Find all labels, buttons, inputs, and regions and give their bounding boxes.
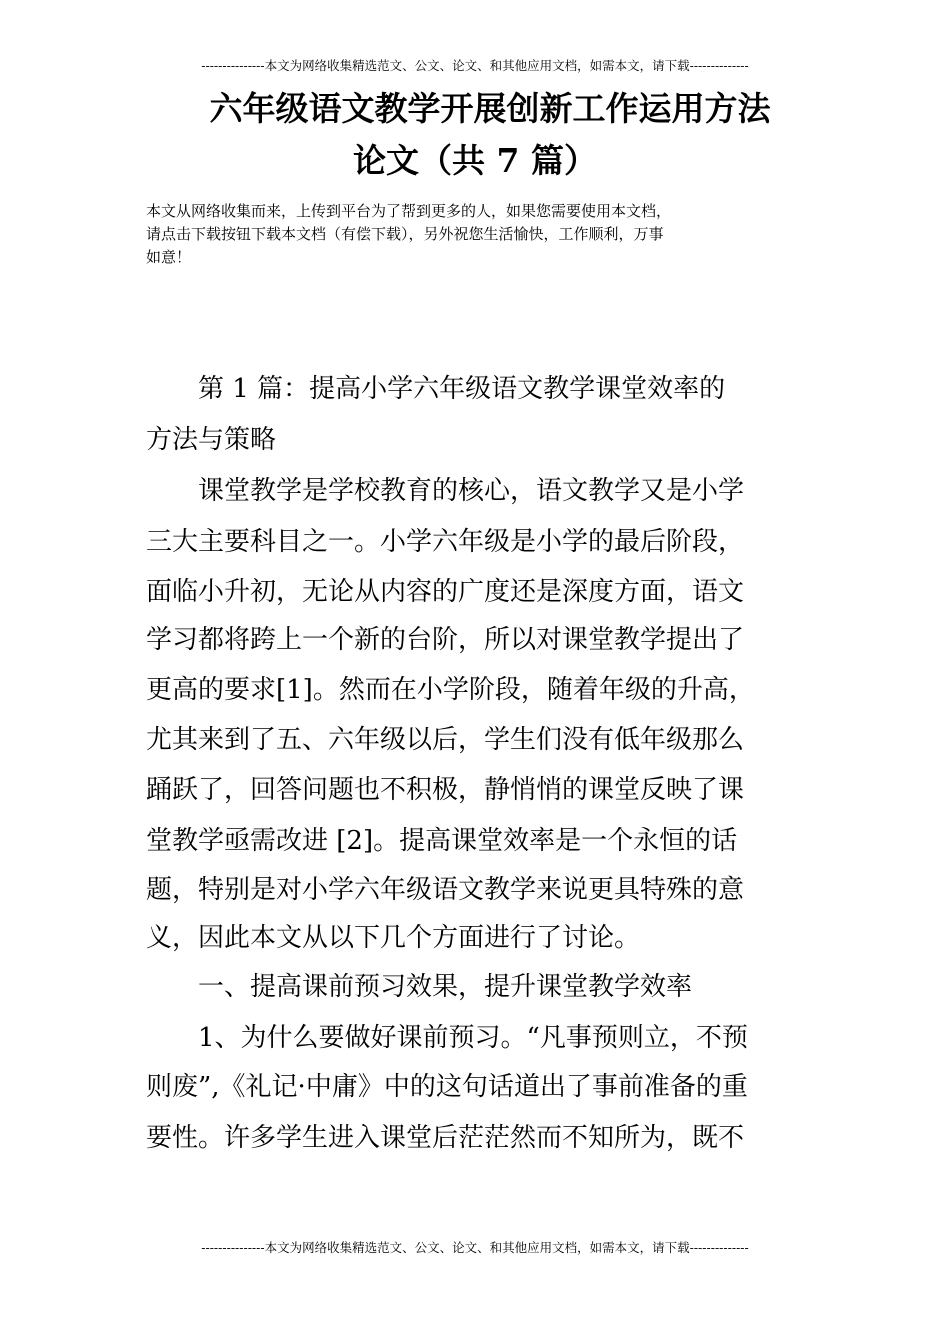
body-line: 课堂教学是学校教育的核心，语文教学又是小学 xyxy=(146,476,745,506)
body-line: 面临小升初，无论从内容的广度还是深度方面，语文 xyxy=(146,577,745,607)
notice-line-1: 本文从网络收集而来，上传到平台为了帮到更多的人，如果您需要使用本文档， xyxy=(146,202,672,220)
body-line: 尤其来到了五、六年级以后，学生们没有低年级那么 xyxy=(146,725,745,755)
body-line: 踊跃了，回答问题也不积极，静悄悄的课堂反映了课 xyxy=(146,775,745,805)
body-line: 则废”,《礼记·中庸》中的这句话道出了事前准备的重 xyxy=(146,1072,748,1102)
body-line: 第 1 篇：提高小学六年级语文教学课堂效率的 xyxy=(146,374,726,404)
body-line: 义，因此本文从以下几个方面进行了讨论。 xyxy=(146,923,641,953)
body-line: 三大主要科目之一。小学六年级是小学的最后阶段， xyxy=(146,527,745,557)
notice-line-3: 如意！ xyxy=(146,248,192,266)
document-title-line-2: 论文（共 7 篇） xyxy=(353,141,597,180)
body-line: 学习都将跨上一个新的台阶，所以对课堂教学提出了 xyxy=(146,625,745,655)
body-line: 1、为什么要做好课前预习。“凡事预则立，不预 xyxy=(146,1023,748,1053)
footer-banner: ---------------本文为网络收集精选范文、公文、论文、和其他应用文档，如需本文，请下载-------------- xyxy=(201,1240,749,1255)
body-line: 题，特别是对小学六年级语文教学来说更具特殊的意 xyxy=(146,875,745,905)
body-line: 一、提高课前预习效果，提升课堂教学效率 xyxy=(146,972,693,1002)
document-title-line-1: 六年级语文教学开展创新工作运用方法 xyxy=(209,89,771,128)
body-line: 方法与策略 xyxy=(146,425,277,455)
body-line: 要性。许多学生进入课堂后茫茫然而不知所为，既不 xyxy=(146,1123,745,1153)
body-line: 堂教学亟需改进 [2]。提高课堂效率是一个永恒的话 xyxy=(146,826,738,856)
header-banner: ---------------本文为网络收集精选范文、公文、论文、和其他应用文档，如需本文，请下载-------------- xyxy=(201,58,749,73)
notice-line-2: 请点击下载按钮下载本文档（有偿下载），另外祝您生活愉快，工作顺利，万事 xyxy=(146,225,664,243)
body-line: 更高的要求[1]。然而在小学阶段，随着年级的升高， xyxy=(146,675,755,705)
